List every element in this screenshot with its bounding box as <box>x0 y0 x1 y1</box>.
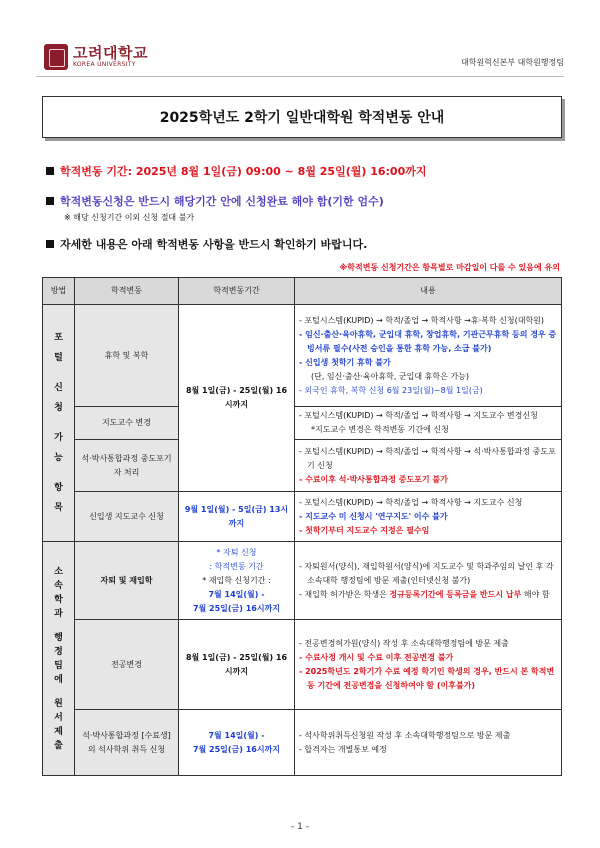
row-period: 8월 1일(금) - 25일(월) 16시까지 <box>179 620 295 710</box>
table-note: ※학적변동 신청기간은 항목별로 마감일이 다를 수 있음에 유의 <box>339 263 560 272</box>
table-row <box>43 407 562 440</box>
row-name: 휴학 및 복학 <box>75 305 179 407</box>
bullet-must: 학적변동신청은 반드시 해당기간 안에 신청완료 해야 함(기한 엄수) <box>46 193 384 209</box>
row-content: - 포털시스템(KUPID) → 학적/졸업 → 학적사항 → 지도교수 신청 - 지도교수 미 신청시 '연구지도' 이수 불가 - 첫학기부터 지도교수 지정은 필수임 <box>295 492 562 542</box>
row-name: 석·박사통합과정 [수료생]의 석사학위 취득 신청 <box>75 710 179 776</box>
row-content: - 포털시스템(KUPID) → 학적/졸업 → 학적사항 → 지도교수 변경신청 *지도교수 변경은 학적변동 기간에 신청 <box>295 407 562 440</box>
page-number: - 1 - <box>291 822 309 832</box>
row-period: 9월 1일(월) - 5일(금) 13시까지 <box>179 492 295 542</box>
row-period: 8월 1일(금) - 25일(월) 16시까지 <box>179 305 295 492</box>
bullet-period: 학적변동 기간: 2025년 8월 1일(금) 09:00 ~ 8월 25일(월) 16:00까지 <box>46 163 427 179</box>
logo-english: KOREA UNIVERSITY <box>73 61 136 68</box>
table-row <box>43 620 562 710</box>
document-title: 2025학년도 2학기 일반대학원 학적변동 안내 <box>42 96 562 138</box>
row-content: - 포털시스템(KUPID) → 학적/졸업 → 학적사항 →휴·복학 신청(대학원) - 임신·출산·육아휴학, 군입대 휴학, 창업휴학, 기관근무휴학 등의 경우 증빙서류 필수(사전 승인을 통한 휴학 가능, 소급 불가) - 신입생 첫학기 휴학 불가 (단, 임신·출산·육아휴학, 군입대 휴학은 가능) - 외국인 휴학, 복학 신청 6월 23일(월)~8월 1일(금) <box>295 305 562 407</box>
table-row <box>43 440 562 492</box>
row-period: * 자퇴 신청 : 학적변동 기간 * 재입학 신청기간 : 7월 14일(월) - 7월 25일(금) 16시까지 <box>179 542 295 620</box>
group-portal-label: 포 털 신 청 가 능 항 목 <box>43 305 75 542</box>
row-period: 7월 14일(월) - 7월 25일(금) 16시까지 <box>179 710 295 776</box>
table-row <box>43 305 562 407</box>
table-header-row <box>43 278 562 305</box>
row-name: 전공변경 <box>75 620 179 710</box>
col-header: 학적변동기간 <box>179 278 295 305</box>
header-divider <box>36 76 564 77</box>
table-row <box>43 492 562 542</box>
col-header: 방법 <box>43 278 75 305</box>
row-content: - 자퇴원서(양식), 재입학원서(양식)에 지도교수 및 학과주임의 날인 후 각 소속대학 행정팀에 방문 제출(인터넷신청 불가) - 재입학 허가받은 학생은 정규등록기간에 등록금을 반드시 납부 해야 함 <box>295 542 562 620</box>
row-name: 자퇴 및 재입학 <box>75 542 179 620</box>
logo-korean: 고려대학교 <box>73 44 148 62</box>
table-row <box>43 710 562 776</box>
row-content: - 전공변경허가원(양식) 작성 후 소속대학행정팀에 방문 제출 - 수료사정 개시 및 수료 이후 전공변경 불가 - 2025학년도 2학기가 수료 예정 학기인 학생의 경우, 반드시 본 학적변동 기간에 전공변경을 신청하여야 함 (이후불가) <box>295 620 562 710</box>
col-header: 내용 <box>295 278 562 305</box>
row-name: 석·박사통합과정 중도포기자 처리 <box>75 440 179 492</box>
academic-change-table <box>42 277 562 776</box>
org-name: 대학원혁신본부 대학원행정팀 <box>460 58 564 67</box>
row-content: - 석사학위취득신청원 작성 후 소속대학행정팀으로 방문 제출 - 합격자는 개별통보 예정 <box>295 710 562 776</box>
table-row <box>43 542 562 620</box>
row-name: 지도교수 변경 <box>75 407 179 440</box>
bullet-detail: 자세한 내용은 아래 학적변동 사항을 반드시 확인하기 바랍니다. <box>46 236 367 252</box>
group-office-label: 소 속 학 과 행 정 팀 에 원 서 제 출 <box>43 542 75 776</box>
row-content: - 포털시스템(KUPID) → 학적/졸업 → 학적사항 → 석·박사통합과정 중도포기 신청 - 수료이후 석·박사통합과정 중도포기 불가 <box>295 440 562 492</box>
university-logo <box>44 44 148 70</box>
row-name: 신입생 지도교수 신청 <box>75 492 179 542</box>
bullet-must-sub: ※ 해당 신청기간 이외 신청 절대 불가 <box>64 213 195 222</box>
university-seal-icon <box>44 44 68 70</box>
col-header: 학적변동 <box>75 278 179 305</box>
